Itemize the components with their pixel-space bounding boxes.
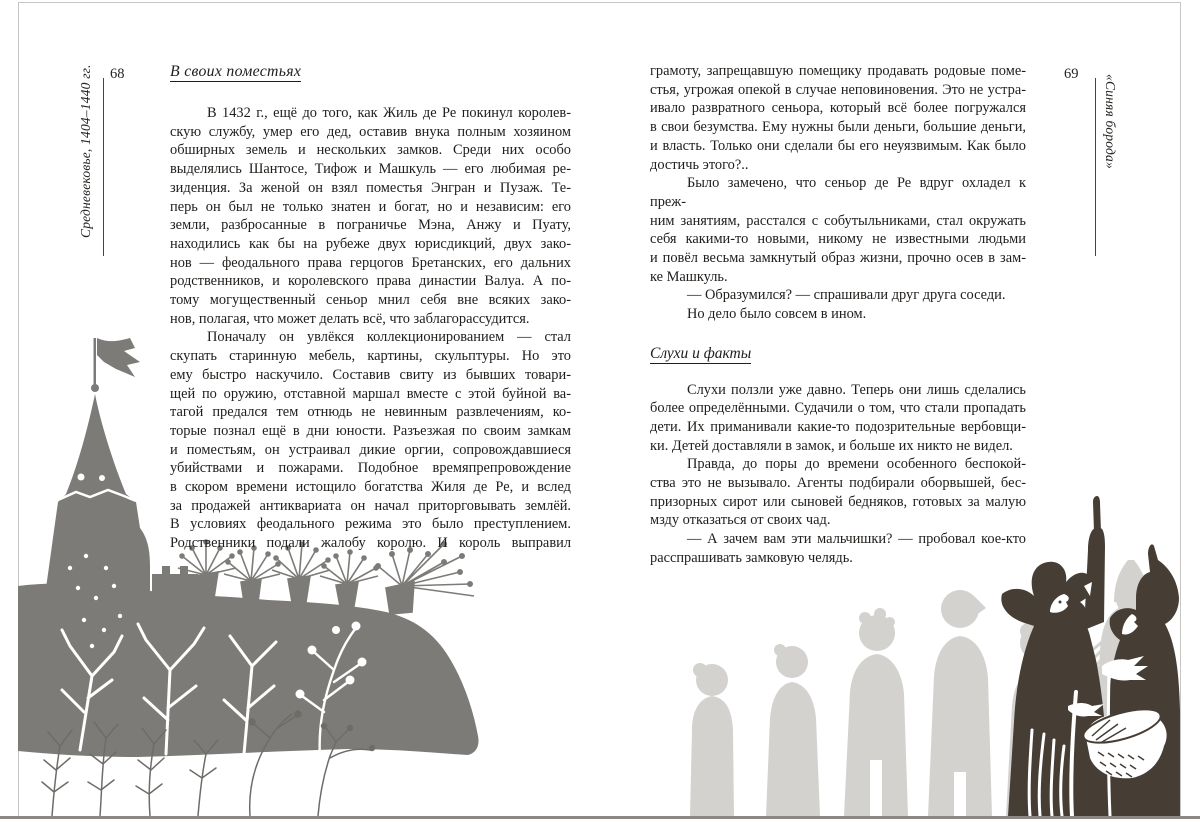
text-line: земли, разбросанные в пограничье Мэна, Анжу и Пуату, [170,217,571,234]
crone-raised-arm [1084,528,1105,630]
text-line: в свои безумства. Ему нужны были деньги, большие деньги, [650,119,1026,136]
text-line: В условиях феодального режима это было преступлением. [170,516,571,533]
left-page-number: 68 [110,66,125,82]
text-line: дети. Их приманивали какие-то подозрительные вербовщи- [650,418,1026,435]
castle-flag [97,338,140,377]
text-line: обширных земель и нескольких замков. Среди них особо [170,142,571,159]
paragraph [650,174,1026,286]
text-line: и повёл весьма замкнутый образ жизни, прочно осев в зам- [650,250,1026,267]
paragraph [650,62,1026,174]
text-line: за продажей антиквариата он начал приторговывать землёй. [170,497,571,514]
paragraph [170,104,571,328]
text-line: ки. Детей доставляли в замок, и больше их никто не видел. [650,437,1013,454]
text-line: Было замечено, что сеньор де Ре вдруг охладел к преж- [650,175,1026,210]
text-line: щей по оружию, отставной маршал вместе с этой буйной ва- [170,385,571,402]
text-line: призорных сирот или сыновей бедняков, готовых за малую [650,493,1026,510]
text-line: и поместьям, он устраивал дикие оргии, сопровождавшиеся [170,441,571,458]
text-line: Правда, до поры до времени особенного беспокой- [687,456,1026,473]
text-line: расспрашивать замковую челядь. [650,549,853,566]
paragraph [650,286,1026,305]
text-line: Но дело было совсем в ином. [687,306,867,323]
right-running-title: «Синяя борода» [1103,74,1118,169]
text-line: ему быстро наскучило. Составив свиту из бывших товари- [170,366,571,383]
text-line: скупать старинную мебель, картины, скульптуры. Но это [170,348,571,365]
text-line: грамоту, запрещавшую помещику продавать родовые поме- [650,63,1026,79]
crone-floppy-hat [1001,562,1093,630]
section-subheader-text: Слухи и факты [650,344,752,362]
text-line: Поначалу он увлёкся коллекционированием — стал [207,329,571,346]
text-line: тому могущественный сеньор мнил себя вне всяких зако- [170,292,571,309]
section-subheader [650,345,1026,364]
text-line: — Образумился? — спрашивали друг друга соседи. [687,287,1006,304]
left-section-header: В своих поместьях [170,63,302,80]
text-line: ивало развратного сеньора, который всё более погружался [650,100,1026,117]
text-line: скую службу, умер его дед, оставив внука полным хозяином [170,123,571,140]
crone-pointing-finger [1093,496,1101,532]
text-line: ке Машкуль. [650,268,728,285]
right-page-number: 69 [1064,66,1079,82]
text-line: ства это не вызывало. Агенты подбирали оборвышей, бес- [650,475,1026,492]
crones-silhouette [1001,496,1180,816]
left-sidebar-rule [103,78,104,256]
text-line: Родственники подали жалобу королю. И король выправил [170,535,571,552]
paragraph [650,381,1026,456]
text-line: Слухи ползли уже давно. Теперь они лишь сделались [687,381,1026,398]
text-line: стья, угрожая опекой в случае неповиновения. Это не устра- [650,81,1026,98]
text-line: и власть. Только они сделали бы его неуязвимым. Как было [650,137,1026,154]
right-sidebar-rule [1095,78,1096,256]
text-line: торые познал ещё в дни юности. Разъезжая по своим замкам [170,422,571,439]
text-line: более определёнными. Судачили о том, что стали пропадать [650,400,1026,417]
left-text-column [170,104,571,553]
text-line: убийствами и пожарами. Подобное времяпрепровождение [170,460,571,477]
text-line: нов — феодального права герцогов Бретанских, его дальних [170,254,571,271]
paragraph [650,305,1026,324]
text-line: зиденция. За женой он взял поместья Энгран и Пузаж. Те- [170,179,571,196]
text-line: перь он был не только знатен и богат, но и независим: его [170,198,571,215]
text-line: выделялись Шантосе, Тифож и Машкуль — его любимая ре- [170,161,571,178]
paragraph [170,328,571,552]
text-line: себя какими-то новыми, никому не известными людьми [650,231,1026,248]
page-bottom-edge [0,816,1200,819]
right-text-column [650,62,1026,568]
text-line: ним занятиям, расстался с собутыльниками, стал окружать [650,212,1026,229]
text-line: мзду отказаться от своих чад. [650,512,831,529]
text-line: тагой предался тем отнюдь не невинным развлечениям, ко- [170,404,571,421]
left-running-title: Средневековье, 1404–1440 гг. [78,64,93,238]
text-line: родственников, и королевского права династии Валуа. А по- [170,273,571,290]
paragraph [650,530,1026,567]
text-line: В 1432 г., ещё до того, как Жиль де Ре покинул королев- [207,105,571,121]
text-line: — А зачем вам эти мальчишки? — пробовал кое-кто [687,531,1026,548]
paragraph [650,455,1026,530]
text-line: достичь этого?.. [650,156,749,173]
text-line: находились как бы на рубеже двух юрисдикций, двух зако- [170,235,571,252]
text-line: нов, полагая, что может делать всё, что заблагорассудится. [170,310,530,327]
text-line: в скором времени истощило богатства Жиля де Ре, и вслед [170,479,571,496]
